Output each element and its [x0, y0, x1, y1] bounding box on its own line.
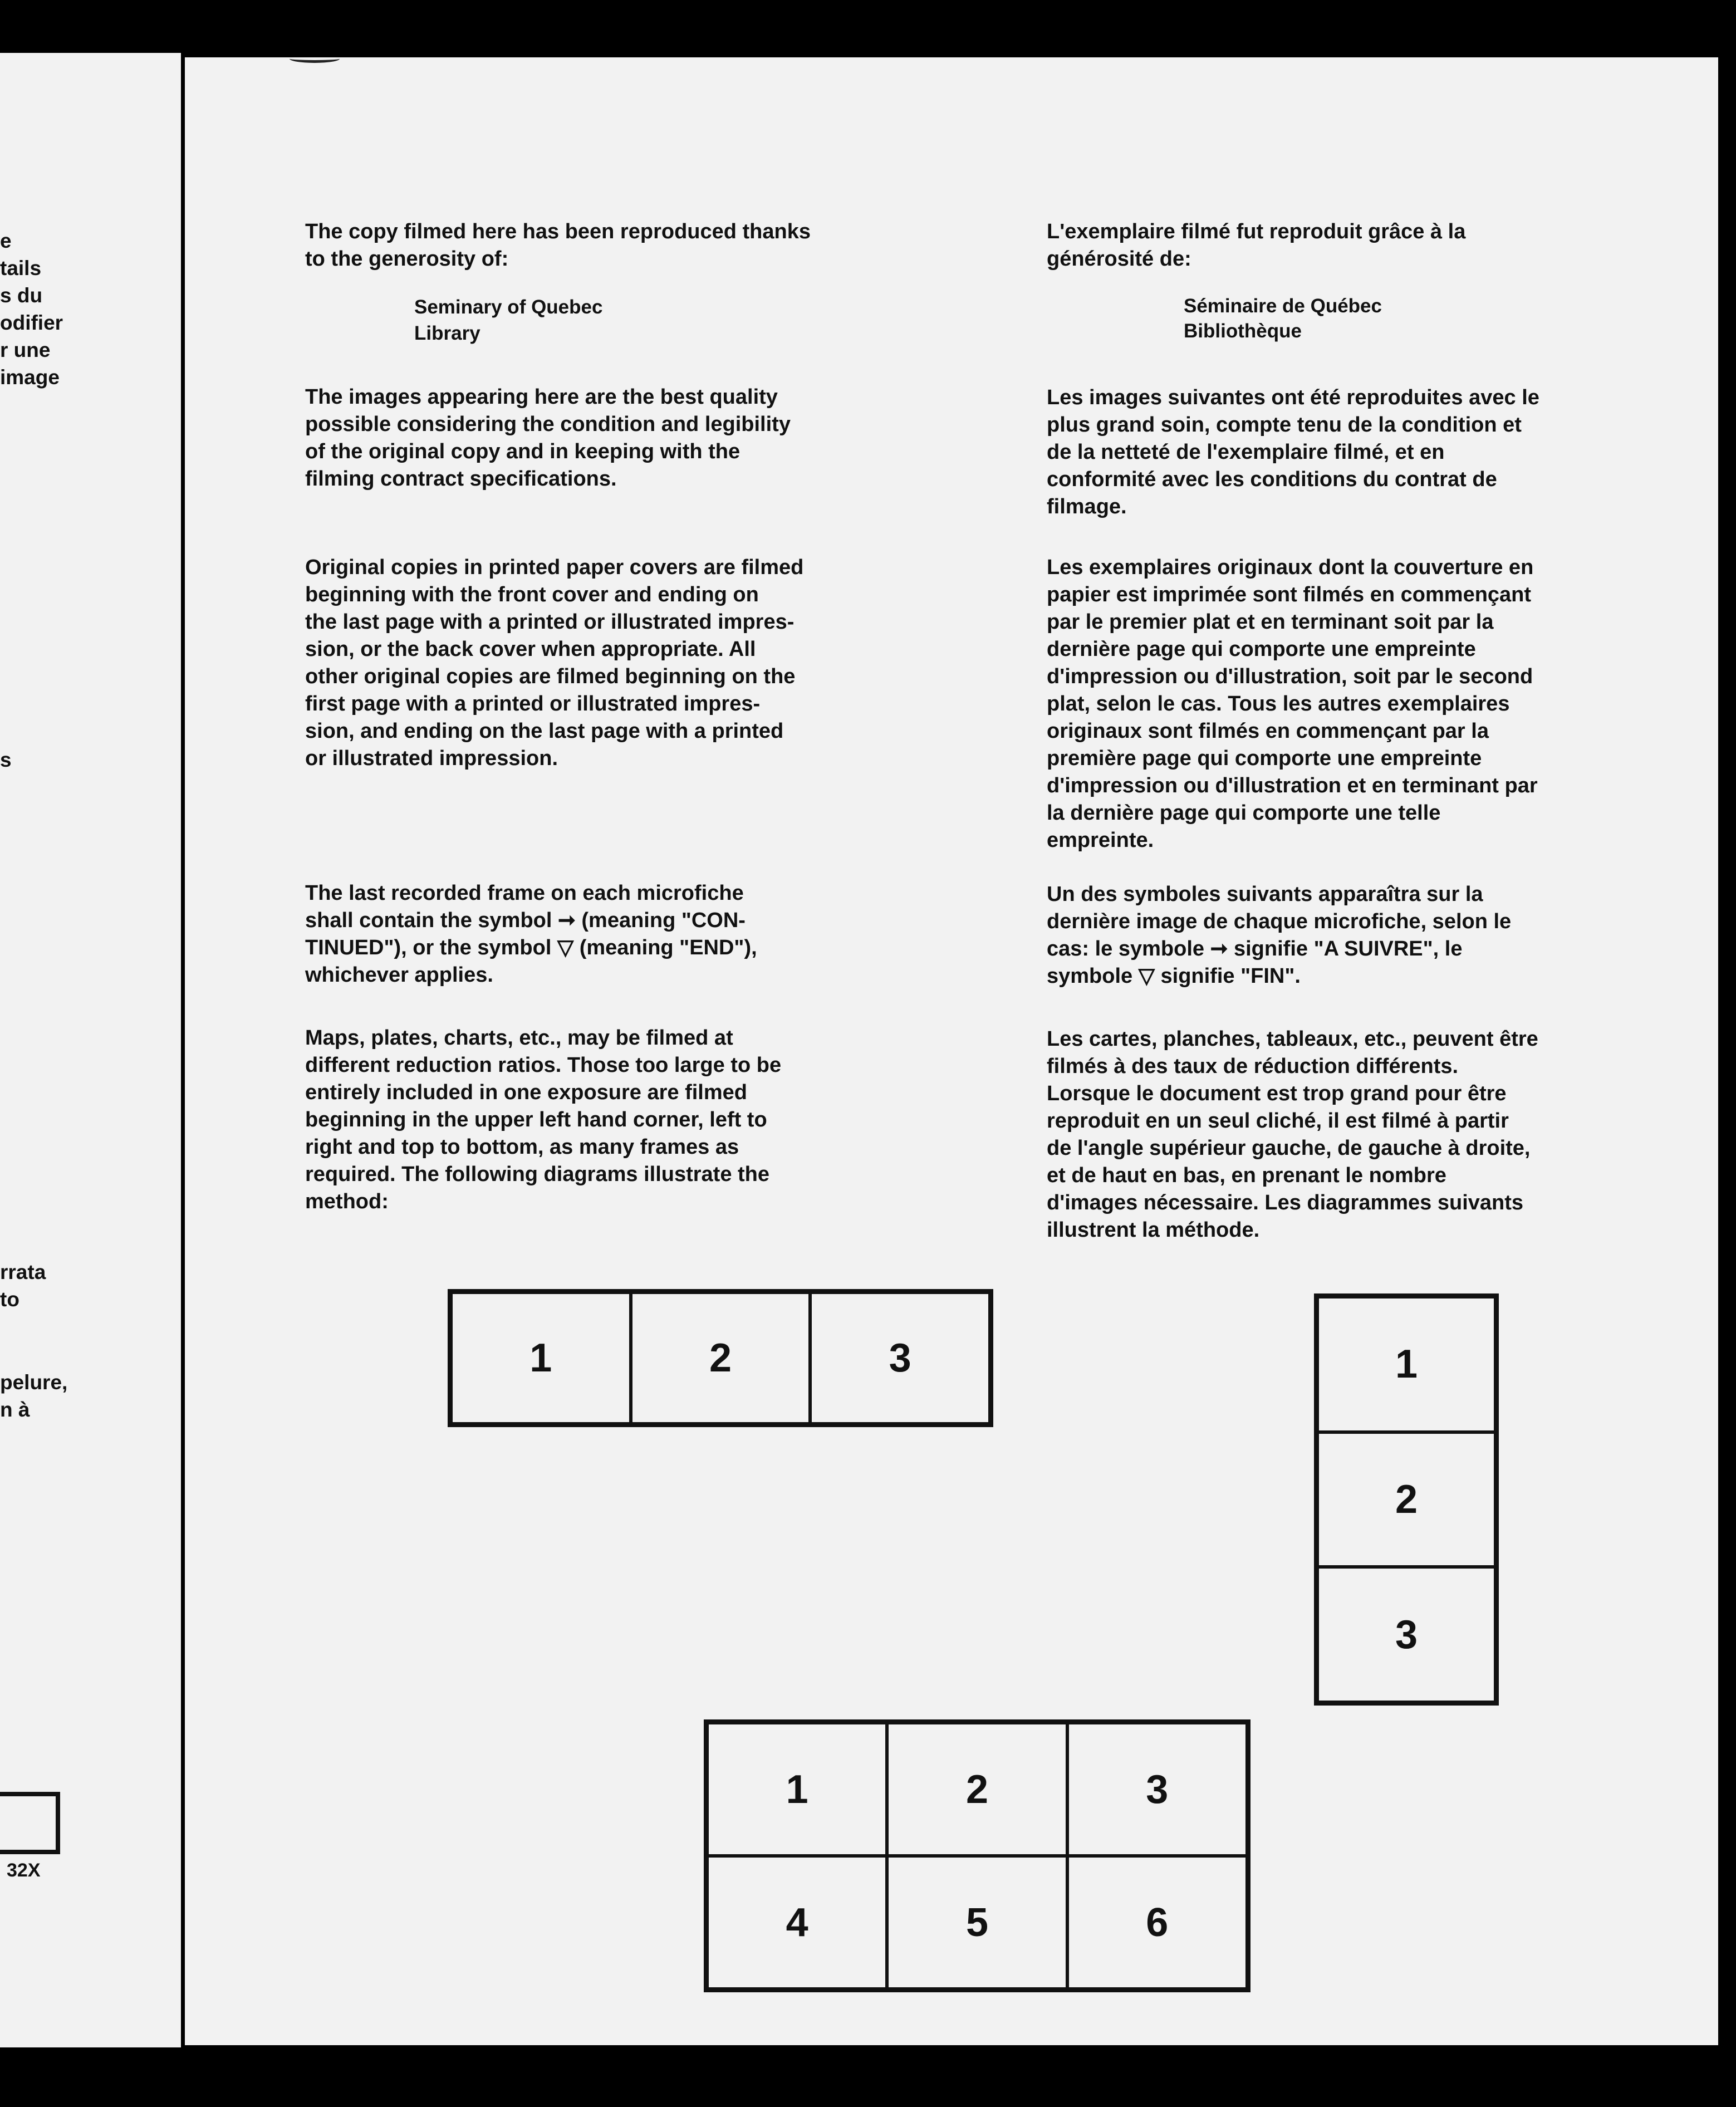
- frame-cell: 6: [1067, 1856, 1247, 1989]
- frame-cell: 3: [1317, 1567, 1495, 1702]
- left-fragment-text: odifier: [0, 311, 63, 334]
- diagram-grid: [704, 1719, 1250, 1992]
- reduction-box: [0, 1792, 60, 1854]
- diagram-vertical: [1314, 1293, 1499, 1706]
- english-column: [305, 0, 934, 1281]
- english-symbols-paragraph: The last recorded frame on each microfiche shall contain the symbol ➞ (meaning "CON- TINUED"), or the symbol ▽ (meaning "END"), whichever applies.: [305, 881, 757, 987]
- frame-cell: 4: [707, 1856, 887, 1989]
- diagram-horizontal: [448, 1289, 993, 1427]
- left-fragment-text: s: [0, 748, 12, 771]
- left-fragment-text: image: [0, 366, 60, 389]
- english-covers-paragraph: Original copies in printed paper covers are filmed beginning with the front cover and ending on the last page with a printed or illustrated impres- sion, or the back cover when appropriate. All other original copies are filmed beginning on the first page with a printed or illustrated impres- sion, and ending on the last page with a printed or illustrated impression.: [305, 556, 804, 770]
- left-fragment-text: rrata: [0, 1261, 46, 1283]
- left-page-fragment: [0, 53, 181, 2047]
- english-institution-library: Library: [414, 322, 480, 344]
- frame-cell: 3: [1067, 1723, 1247, 1856]
- french-covers-paragraph: Les exemplaires originaux dont la couverture en papier est imprimée sont filmés en commençant par le premier plat et en terminant soit par la dernière page qui comporte une empreinte d'impression ou d'illustration, soit par le second plat, selon le cas. Tous les autres exemplaires originaux sont filmés en commençant par la première page qui comporte une empreinte d'impression ou d'illustration et en terminant par la dernière page qui comporte une telle empreinte.: [1047, 556, 1538, 852]
- left-fragment-text: e: [0, 229, 12, 252]
- french-institution-name: Séminaire de Québec: [1184, 295, 1382, 317]
- frame-cell: 2: [631, 1292, 811, 1424]
- left-fragment-text: pelure,: [0, 1371, 68, 1394]
- reduction-label: 32X: [7, 1860, 41, 1881]
- left-fragment-text: to: [0, 1288, 19, 1311]
- frame-cell: 2: [1317, 1432, 1495, 1567]
- french-quality-paragraph: Les images suivantes ont été reproduites avec le plus grand soin, compte tenu de la condition et de la netteté de l'exemplaire filmé, et en conformité avec les conditions du contrat de filmage.: [1047, 386, 1539, 518]
- french-institution-library: Bibliothèque: [1184, 320, 1302, 342]
- frame-cell: 5: [887, 1856, 1067, 1989]
- frame-cell: 1: [451, 1292, 631, 1424]
- frame-cell: 3: [810, 1292, 990, 1424]
- french-maps-paragraph: Les cartes, planches, tableaux, etc., peuvent être filmés à des taux de réduction différents. Lorsque le document est trop grand pour être reproduit en un seul cliché, il est filmé à partir de l'angle supérieur gauche, de gauche à droite, et de haut en bas, en prenant le nombre d'images nécessaire. Les diagrammes suivants illustrent la méthode.: [1047, 1027, 1538, 1242]
- english-institution-name: Seminary of Quebec: [414, 296, 603, 318]
- french-column: [1047, 0, 1659, 1281]
- left-fragment-text: s du: [0, 284, 43, 307]
- french-intro: L'exemplaire filmé fut reproduit grâce à la générosité de:: [1047, 220, 1466, 271]
- english-intro: The copy filmed here has been reproduced thanks to the generosity of:: [305, 220, 811, 271]
- frame-cell: 1: [707, 1723, 887, 1856]
- left-fragment-text: tails: [0, 257, 42, 280]
- english-maps-paragraph: Maps, plates, charts, etc., may be filmed at different reduction ratios. Those too large to be entirely included in one exposure are filmed beginning in the upper left hand corner, left to right and top to bottom, as many frames as required. The following diagrams illustrate the method:: [305, 1026, 782, 1213]
- left-fragment-text: n à: [0, 1398, 30, 1421]
- left-fragment-text: r une: [0, 339, 51, 361]
- frame-cell: 2: [887, 1723, 1067, 1856]
- frame-cell: 1: [1317, 1297, 1495, 1432]
- french-symbols-paragraph: Un des symboles suivants apparaîtra sur la dernière image de chaque microfiche, selon le cas: le symbole ➞ signifie "A SUIVRE", le symbole ▽ signifie "FIN".: [1047, 883, 1512, 988]
- english-quality-paragraph: The images appearing here are the best quality possible considering the condition and legibility of the original copy and in keeping with the filming contract specifications.: [305, 385, 791, 491]
